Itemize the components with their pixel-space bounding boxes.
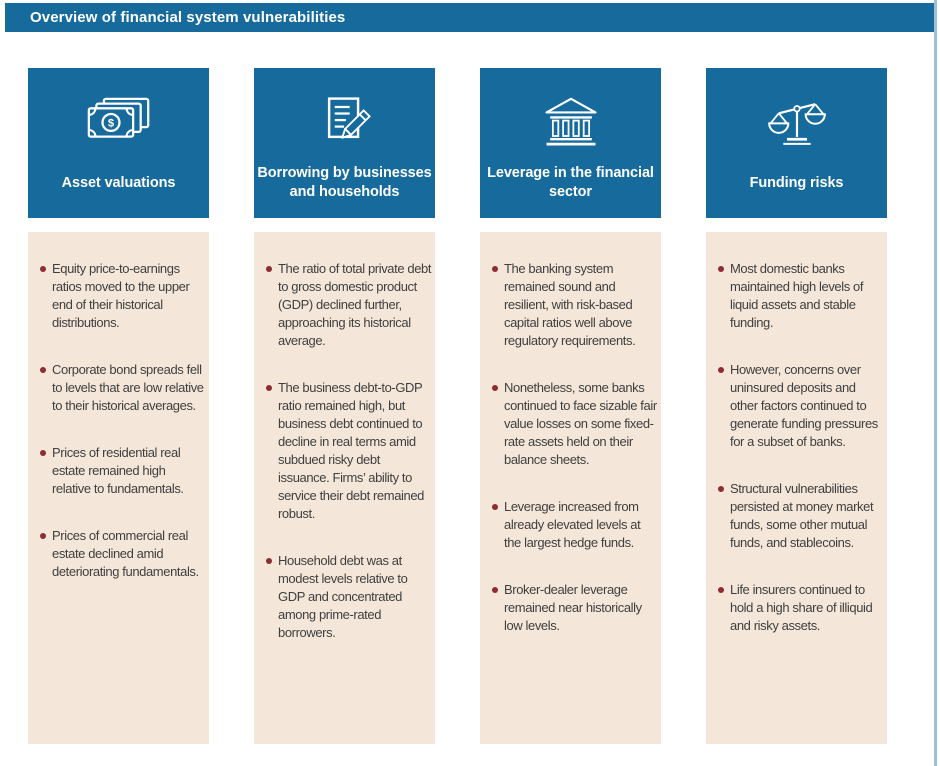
document-pencil-icon [317,88,373,154]
bullet-item: Life insurers continued to hold a high share of illiquid and risky assets. [718,581,885,635]
column-asset-valuations [28,68,209,744]
bullet-item: Structural vulnerabilities persisted at money market funds, some other mutual funds, and stablecoins. [718,480,885,552]
figure-title-bar [5,3,936,32]
borrowing-title: Borrowing by businesses and households [257,165,432,200]
leverage-title: Leverage in the financial sector [487,165,654,200]
funding-risks-title: Funding risks [749,174,844,191]
bullet-item: Most domestic banks maintained high levels of liquid assets and stable funding. [718,260,885,332]
borrowing-bullets [254,232,435,744]
funding-risks-header [706,68,887,218]
bullet-item: The business debt-to-GDP ratio remained high, but business debt continued to decline in real terms amid subdued risky debt issuance. Firms’ ability to service their debt remained robust. [266,379,433,523]
borrowing-header [254,68,435,218]
vulnerability-columns [28,68,887,744]
money-bills-icon [86,88,152,154]
bullet-item: Corporate bond spreads fell to levels that are low relative to their historical averages. [40,361,207,415]
bullet-item: Nonetheless, some banks continued to face sizable fair value losses on some fixed-rate assets held on their balance sheets. [492,379,659,469]
bullet-item: Broker-dealer leverage remained near historically low levels. [492,581,659,635]
leverage-header [480,68,661,218]
asset-valuations-title: Asset valuations [61,174,176,191]
bullet-item: Prices of commercial real estate declined amid deteriorating fundamentals. [40,527,207,581]
bullet-item: Equity price-to-earnings ratios moved to the upper end of their historical distributions. [40,260,207,332]
page-edge-line [934,0,937,766]
asset-valuations-header [28,68,209,218]
svg-text:$: $ [107,117,114,130]
column-borrowing [254,68,435,744]
figure-title: Overview of financial system vulnerabilities [30,9,346,26]
balance-scale-icon [766,88,828,154]
asset-valuations-bullets [28,232,209,744]
bank-building-icon [542,88,600,154]
funding-risks-bullets [706,232,887,744]
bullet-item: However, concerns over uninsured deposits and other factors continued to generate funding pressures for a subset of banks. [718,361,885,451]
column-funding-risks [706,68,887,744]
bullet-item: Prices of residential real estate remained high relative to fundamentals. [40,444,207,498]
column-leverage [480,68,661,744]
bullet-item: Leverage increased from already elevated levels at the largest hedge funds. [492,498,659,552]
bullet-item: The banking system remained sound and resilient, with risk-based capital ratios well above regulatory requirements. [492,260,659,350]
bullet-item: The ratio of total private debt to gross domestic product (GDP) declined further, approaching its historical average. [266,260,433,350]
bullet-item: Household debt was at modest levels relative to GDP and concentrated among prime-rated borrowers. [266,552,433,642]
leverage-bullets [480,232,661,744]
